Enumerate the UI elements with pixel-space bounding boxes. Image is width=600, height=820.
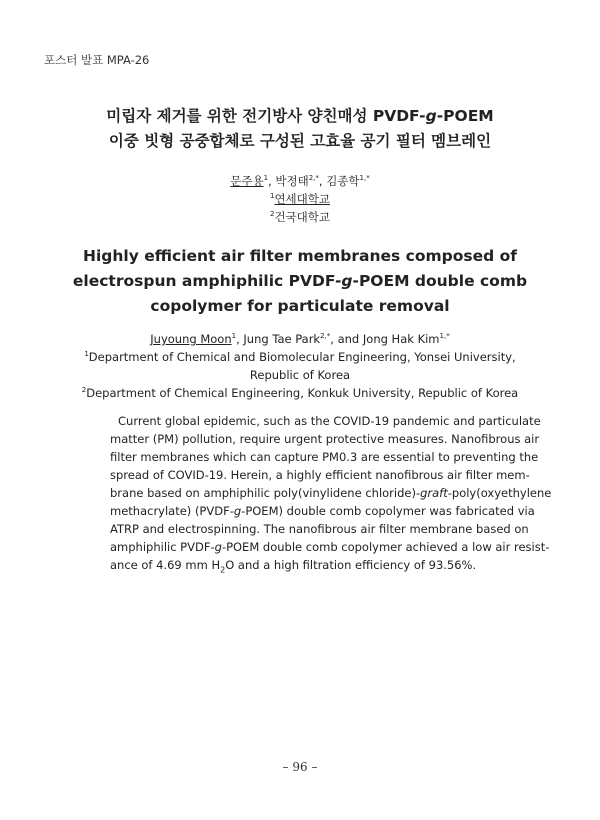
english-title bbox=[0, 244, 600, 319]
affiliation-mark: 1 bbox=[84, 350, 89, 359]
separator: , bbox=[236, 332, 244, 346]
korean-title-line-2: 이중 빗형 공중합체로 구성된 고효율 공기 필터 멤브레인 bbox=[108, 132, 492, 150]
abstract-italic-g: g bbox=[214, 540, 222, 554]
separator: , bbox=[318, 174, 327, 188]
affiliation-mark: 1 bbox=[269, 192, 275, 201]
korean-author-2: 박정태 bbox=[275, 174, 309, 188]
korean-title-text: 미립자 제거를 위한 전기방사 양친매성 PVDF- bbox=[106, 107, 426, 125]
english-author-2: Jung Tae Park bbox=[243, 332, 321, 346]
separator: , bbox=[268, 174, 276, 188]
separator: , and bbox=[330, 332, 363, 346]
abstract-text: -POEM double comb copolymer achieved a low air resist- bbox=[221, 540, 550, 554]
english-title-line-2 bbox=[0, 269, 600, 294]
abstract-line: ATRP and electrospinning. The nanofibrous air filter membrane based on bbox=[110, 522, 529, 536]
abstract-italic-graft: graft bbox=[420, 486, 448, 500]
korean-affiliation-2-name: 건국대학교 bbox=[274, 210, 330, 224]
english-title-line-3: copolymer for particulate removal bbox=[150, 297, 450, 315]
abstract-text: O and a high filtration efficiency of 93.56%. bbox=[225, 558, 477, 572]
abstract-line: Current global epidemic, such as the COVID-19 pandemic and particulate bbox=[118, 414, 541, 428]
english-title-line-1: Highly efficient air filter membranes composed of bbox=[83, 247, 517, 265]
abstract-text: -poly(oxyethylene bbox=[447, 486, 552, 500]
korean-author-3: 김종학 bbox=[326, 174, 360, 188]
korean-title-italic-g: g bbox=[425, 107, 437, 125]
korean-title bbox=[0, 104, 600, 154]
affiliation-mark: 2 bbox=[81, 386, 87, 395]
english-affiliation-1-line-2: Republic of Korea bbox=[249, 368, 351, 382]
korean-affiliation-1 bbox=[0, 190, 600, 208]
abstract-text: methacrylate) (PVDF- bbox=[110, 504, 234, 518]
english-author-3: Jong Hak Kim bbox=[362, 332, 440, 346]
english-authors-block bbox=[0, 330, 600, 402]
abstract-line: spread of COVID-19. Herein, a highly efficient nanofibrous air filter mem- bbox=[110, 468, 530, 482]
english-author-presenter: Juyoung Moon bbox=[150, 332, 232, 346]
affiliation-mark: 2 bbox=[269, 210, 275, 219]
abstract-subscript-2: 2 bbox=[220, 565, 226, 575]
english-affiliation-1 bbox=[0, 348, 600, 366]
abstract-text: ance of 4.69 mm H bbox=[110, 558, 221, 572]
korean-affiliation-2 bbox=[0, 208, 600, 226]
abstract-line: filter membranes which can capture PM0.3 are essential to preventing the bbox=[110, 450, 539, 464]
korean-author2-affiliation-mark: 2,* bbox=[308, 174, 319, 183]
korean-author1-affiliation-mark: 1 bbox=[263, 174, 269, 183]
english-author1-affiliation-mark: 1 bbox=[231, 332, 237, 341]
english-author3-affiliation-mark: 1,* bbox=[439, 332, 450, 341]
abstract-line: matter (PM) pollution, require urgent protective measures. Nanofibrous air bbox=[110, 432, 540, 446]
korean-author-list bbox=[0, 172, 600, 190]
korean-author-presenter: 문주용 bbox=[230, 174, 264, 188]
korean-affiliation-1-name: 연세대학교 bbox=[274, 192, 330, 206]
abstract-line bbox=[110, 484, 552, 502]
english-author-list bbox=[0, 330, 600, 348]
abstract-text: -POEM) double comb copolymer was fabricated via bbox=[241, 504, 535, 518]
abstract-line bbox=[110, 502, 535, 520]
english-author2-affiliation-mark: 2,* bbox=[320, 332, 331, 341]
english-title-text: electrospun amphiphilic PVDF- bbox=[72, 272, 342, 290]
korean-title-text-end: -POEM bbox=[436, 107, 494, 125]
korean-author3-affiliation-mark: 1,* bbox=[359, 174, 370, 183]
english-title-text-end: -POEM double comb bbox=[352, 272, 528, 290]
conference-session-label: 포스터 발표 MPA-26 bbox=[44, 53, 150, 67]
abstract-text: amphiphilic PVDF- bbox=[110, 540, 215, 554]
english-affiliation-2 bbox=[0, 384, 600, 402]
abstract bbox=[110, 412, 552, 575]
abstract-line bbox=[110, 538, 550, 556]
korean-title-line-1 bbox=[0, 104, 600, 129]
korean-authors-block bbox=[0, 172, 600, 226]
english-affiliation-2-name: Department of Chemical Engineering, Konkuk University, Republic of Korea bbox=[86, 386, 519, 400]
english-title-italic-g: g bbox=[341, 272, 353, 290]
abstract-italic-g: g bbox=[233, 504, 242, 518]
page-number: – 96 – bbox=[282, 760, 318, 774]
english-affiliation-1-line-1: Department of Chemical and Biomolecular Engineering, Yonsei University, bbox=[88, 350, 516, 364]
abstract-line-last bbox=[110, 556, 505, 574]
abstract-text: brane based on amphiphilic poly(vinylidene chloride)- bbox=[110, 486, 421, 500]
